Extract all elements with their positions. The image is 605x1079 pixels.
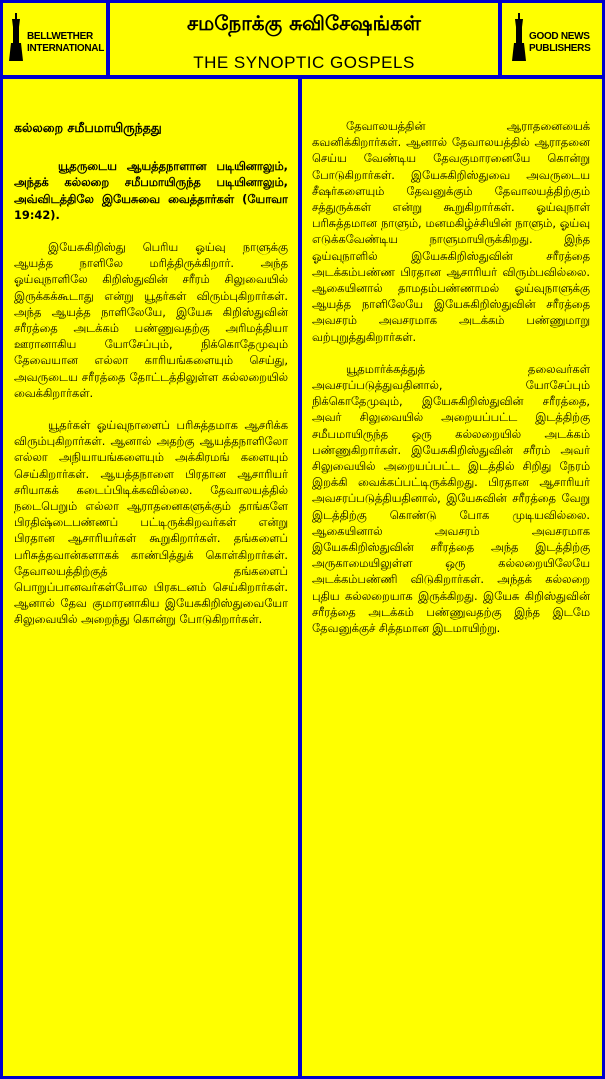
title-cell <box>110 3 498 75</box>
left-logo-line-1: BELLWETHER <box>27 31 93 42</box>
right-column <box>312 82 590 1073</box>
left-paragraph-2: யூதர்கள் ஓய்வுநாளைப் பரிசுத்தமாக ஆசரிக்க விரும்புகிறார்கள். ஆனால் அதற்கு ஆயத்தநாளிலோ எல்லா அநியாயங்களையும் அக்கிரமங் களையும் செய்கிறார்கள். ஆயத்தநாளை பிரதான ஆசாரியர் சரியாகக் கடைப்பிடிக்கவில்லை. தேவாலயத்தில் நடைபெறும் எல்லா ஆராதனைகளுக்கும் தாங்களே பிரதிஷ்டைபண்ணப் பட்டிருக்கிறவர்கள் என்று பிரதான ஆசாரியர்கள் கூறுகிறார்கள். தங்களைப் பரிசுத்தவான்களாகக் காண்பித்துக் கொள்கிறார்கள். தேவாலயத்திற்குத் தங்களைப் பொறுப்பானவர்கள்போல பிரகடனம் செய்கிறார்கள். ஆனால் தேவ குமாரனாகிய இயேசுகிறிஸ்துவையோ சிலுவையில் அறைந்து கொன்று போடுகிறார்கள். <box>14 418 288 627</box>
title-tamil: சமநோக்கு சுவிசேஷங்கள் <box>187 11 421 35</box>
good-news-logo <box>512 13 590 61</box>
bellwether-tower-icon <box>9 13 23 61</box>
frame-header-bottom <box>0 75 605 79</box>
left-paragraph-1: இயேசுகிறிஸ்து பெரிய ஓய்வு நாளுக்கு ஆயத்த நாளிலே மரித்திருக்கிறார். அந்த ஓய்வுநாளிலே கிறிஸ்துவின் சரீரம் சிலுவையில் இருக்கக்கூடாது என்று யூதர்கள் விரும்புகிறார்கள். அந்த ஆயத்த நாளிலேயே, இயேசு கிறிஸ்துவின் சரீரத்தை அடக்கம் பண்ணுவதற்கு அரிமத்தியா ஊரானாகிய யோசேப்பும், நிக்கொதேமுவும் தேவையான எல்லா காரியங்களையும் செய்து, அவருடைய சரீரத்தை தோட்டத்திலுள்ள கல்லறையில் வைக்கிறார்கள். <box>14 240 288 400</box>
title-english: THE SYNOPTIC GOSPELS <box>193 53 415 72</box>
left-logo-cell <box>3 3 106 75</box>
right-logo-cell <box>502 3 602 75</box>
scripture-quote: யூதருடைய ஆயத்தநாளான படியினாலும், அந்தக் கல்லறை சமீபமாயிருந்த படியினாலும், அவ்விடத்திலே இயேசுவை வைத்தார்கள் (யோவா 19:42). <box>14 159 288 222</box>
right-logo-line-1: GOOD NEWS <box>529 31 590 42</box>
left-logo-line-2: INTERNATIONAL <box>27 43 105 54</box>
right-paragraph-1: தேவாலயத்தின் ஆராதனையைக் கவனிக்கிறார்கள். ஆனால் தேவாலயத்தில் ஆராதனை செய்ய வேண்டிய தேவகுமாரனையே கொன்று போடுகிறார்கள். இயேசுகிறிஸ்துவை அவருடைய சீஷர்களையும் தேவனுக்கும் தேவாலயத்திற்கும் சத்துருக்கள் என்று கூறுகிறார்கள். ஓய்வுநாள் பரிசுத்தமான நாளும், மனமகிழ்ச்சியின் நாளும், ஓய்வு எடுக்கவேண்டிய நாளுமாயிருக்கிறது. இந்த ஓய்வுநாளில் இயேசுகிறிஸ்துவின் சரீரத்தை அடக்கம்பண்ண பிரதான ஆசாரியர் விரும்பவில்லை. ஆகையினால் தாமதம்பண்ணாமல் ஓய்வுநாளுக்கு ஆயத்த நாளிலேயே இயேசுகிறிஸ்துவின் சரீரத்தை அவசரம் அவசரமாக அடக்கம் பண்ணுமாறு வற்புறுத்துகிறார்கள். <box>312 119 590 344</box>
frame-column-divider <box>298 79 302 1079</box>
bellwether-logo <box>9 13 104 61</box>
right-logo-line-2: PUBLISHERS <box>529 43 591 54</box>
frame-left <box>0 0 3 1079</box>
right-paragraph-2: யூதமார்க்கத்துத் தலைவர்கள் அவசரப்படுத்துவதினால், யோசேப்பும் நிக்கொதேமுவும், இயேசுகிறிஸ்துவின் சரீரத்தை, அவர் சிலுவையில் அறையப்பட்ட இடத்திற்கு சமீபமாயிருந்த ஒரு கல்லறையில் அடக்கம் பண்ணுகிறார்கள். இயேசுகிறிஸ்துவின் சரீரம் அவர் சிலுவையில் அறையப்பட்ட இடத்தில் சிறிது நேரம் இறக்கி வைக்கப்பட்டிருக்கிறது. பிரதான ஆசாரியர் அவசரப்படுத்தியதினால், இயேசுவின் சரீரத்தை வேறு இடத்திற்கு கொண்டு போக முடியவில்லை. ஆகையினால் அவசரம் அவசரமாக இயேசுகிறிஸ்துவின் சரீரத்தை அந்த இடத்திற்கு அருகாமையிலுள்ள ஒரு கல்லறையிலேயே அடக்கம்பண்ணி விடுகிறார்கள். அந்தக் கல்லறை புதிய கல்லறையாக இருக்கிறது. இயேசு கிறிஸ்துவின் சரீரத்தை அடக்கம் பண்ணுவதற்கு இந்த இடமே தேவனுக்குச் சித்தமான இடமாயிற்று. <box>312 361 590 636</box>
section-heading: கல்லறை சமீபமாயிருந்தது <box>14 120 162 135</box>
left-column <box>14 82 288 1073</box>
good-news-tower-icon <box>512 13 526 61</box>
